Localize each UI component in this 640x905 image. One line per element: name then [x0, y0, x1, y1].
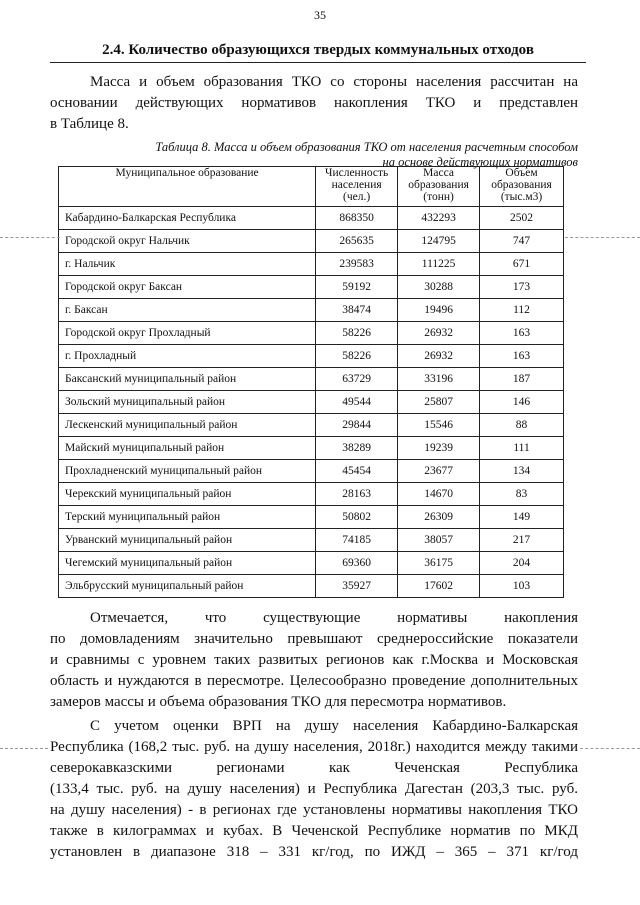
cell-population: 50802	[316, 506, 398, 529]
cell-mass: 15546	[398, 414, 480, 437]
grp-paragraph	[50, 716, 578, 863]
cell-name: Эльбрусский муниципальный район	[59, 575, 316, 598]
norms-line: и сравнимы с уровнем таких развитых регионов как г.Москва и Московская	[50, 652, 578, 668]
cell-name: Городской округ Прохладный	[59, 322, 316, 345]
cell-name: Урванский муниципальный район	[59, 529, 316, 552]
cell-mass: 26932	[398, 345, 480, 368]
table-row	[59, 253, 564, 276]
cell-name: г. Прохладный	[59, 345, 316, 368]
cell-volume: 83	[480, 483, 564, 506]
cell-name: Зольский муниципальный район	[59, 391, 316, 414]
table-row	[59, 506, 564, 529]
cell-name: Терский муниципальный район	[59, 506, 316, 529]
cell-volume: 163	[480, 345, 564, 368]
cell-volume: 149	[480, 506, 564, 529]
intro-line: Масса и объем образования ТКО со стороны населения рассчитан на	[90, 74, 578, 90]
grp-line: Республика (168,2 тыс. руб. на душу населения, 2018г.) находится между такими	[50, 739, 578, 755]
scan-dashed-mark	[580, 748, 640, 749]
cell-population: 49544	[316, 391, 398, 414]
header-volume: Объем образования (тыс.м3)	[480, 167, 564, 207]
cell-mass: 23677	[398, 460, 480, 483]
cell-population: 38474	[316, 299, 398, 322]
cell-population: 63729	[316, 368, 398, 391]
cell-name: Городской округ Нальчик	[59, 230, 316, 253]
table-row	[59, 322, 564, 345]
page-number: 35	[314, 8, 326, 22]
table-row	[59, 414, 564, 437]
intro-line: в Таблице 8.	[50, 116, 129, 132]
grp-line: (133,4 тыс. руб. на душу населения) и Республика Дагестан (203,3 тыс. руб.	[50, 781, 578, 797]
table-row	[59, 207, 564, 230]
table-row	[59, 299, 564, 322]
table-row	[59, 368, 564, 391]
cell-name: г. Баксан	[59, 299, 316, 322]
cell-volume: 88	[480, 414, 564, 437]
grp-line: северокавказскими регионами как Чеченская Республика	[50, 760, 578, 776]
cell-mass: 26309	[398, 506, 480, 529]
table-row	[59, 437, 564, 460]
cell-population: 35927	[316, 575, 398, 598]
cell-mass: 17602	[398, 575, 480, 598]
scan-dashed-mark	[0, 237, 60, 238]
cell-population: 868350	[316, 207, 398, 230]
cell-population: 58226	[316, 322, 398, 345]
table-row	[59, 230, 564, 253]
table-row	[59, 575, 564, 598]
cell-volume: 204	[480, 552, 564, 575]
cell-mass: 19239	[398, 437, 480, 460]
table-caption-line: Таблица 8. Масса и объем образования ТКО от населения расчетным способом	[155, 140, 578, 154]
cell-volume: 103	[480, 575, 564, 598]
cell-volume: 146	[480, 391, 564, 414]
table-row	[59, 276, 564, 299]
cell-population: 28163	[316, 483, 398, 506]
cell-population: 29844	[316, 414, 398, 437]
table-row	[59, 552, 564, 575]
header-mass: Масса образования (тонн)	[398, 167, 480, 207]
header-population: Численность населения (чел.)	[316, 167, 398, 207]
norms-line: область и нуждаются в пересмотре. Целесообразно проведение дополнительных	[50, 673, 578, 689]
cell-mass: 111225	[398, 253, 480, 276]
norms-line: по домовладениям значительно превышают среднероссийские показатели	[50, 631, 578, 647]
table-row	[59, 529, 564, 552]
header-municipality: Муниципальное образование	[59, 167, 316, 207]
norms-line: замеров массы и объема образования ТКО для пересмотра нормативов.	[50, 694, 507, 710]
cell-volume: 111	[480, 437, 564, 460]
cell-mass: 124795	[398, 230, 480, 253]
cell-mass: 33196	[398, 368, 480, 391]
waste-table	[58, 166, 564, 598]
table-caption-line: на основе действующих нормативов	[382, 155, 578, 169]
cell-volume: 671	[480, 253, 564, 276]
section-title: 2.4. Количество образующихся твердых коммунальных отходов	[102, 42, 534, 58]
intro-line: основании действующих нормативов накопления ТКО и представлен	[50, 95, 578, 111]
table-row	[59, 391, 564, 414]
scan-dashed-mark	[565, 237, 640, 238]
cell-population: 59192	[316, 276, 398, 299]
table-row	[59, 460, 564, 483]
cell-volume: 747	[480, 230, 564, 253]
cell-mass: 25807	[398, 391, 480, 414]
cell-volume: 187	[480, 368, 564, 391]
grp-line: также в килограммах и кубах. В Чеченской Республике норматив по МКД	[50, 823, 578, 839]
cell-volume: 163	[480, 322, 564, 345]
intro-paragraph	[50, 72, 578, 135]
grp-line: на душу населения) - в регионах где установлены нормативы накопления ТКО	[50, 802, 578, 818]
norms-line: Отмечается, что существующие нормативы накопления	[90, 610, 578, 626]
cell-population: 58226	[316, 345, 398, 368]
table-header-row	[59, 167, 564, 207]
cell-mass: 36175	[398, 552, 480, 575]
cell-population: 74185	[316, 529, 398, 552]
cell-population: 38289	[316, 437, 398, 460]
cell-name: Прохладненский муниципальный район	[59, 460, 316, 483]
cell-mass: 14670	[398, 483, 480, 506]
cell-mass: 19496	[398, 299, 480, 322]
cell-volume: 2502	[480, 207, 564, 230]
cell-name: Черекский муниципальный район	[59, 483, 316, 506]
cell-volume: 112	[480, 299, 564, 322]
cell-name: Майский муниципальный район	[59, 437, 316, 460]
cell-population: 45454	[316, 460, 398, 483]
cell-name: Кабардино-Балкарская Республика	[59, 207, 316, 230]
cell-volume: 173	[480, 276, 564, 299]
cell-population: 69360	[316, 552, 398, 575]
norms-paragraph	[50, 608, 578, 713]
cell-name: Баксанский муниципальный район	[59, 368, 316, 391]
cell-name: Лескенский муниципальный район	[59, 414, 316, 437]
title-underline	[50, 62, 586, 63]
cell-population: 239583	[316, 253, 398, 276]
grp-line: С учетом оценки ВРП на душу населения Кабардино-Балкарская	[90, 718, 578, 734]
cell-mass: 38057	[398, 529, 480, 552]
cell-name: Чегемский муниципальный район	[59, 552, 316, 575]
scan-dashed-mark	[0, 748, 48, 749]
cell-population: 265635	[316, 230, 398, 253]
cell-name: Городской округ Баксан	[59, 276, 316, 299]
cell-mass: 432293	[398, 207, 480, 230]
cell-volume: 134	[480, 460, 564, 483]
table-row	[59, 483, 564, 506]
cell-mass: 30288	[398, 276, 480, 299]
cell-name: г. Нальчик	[59, 253, 316, 276]
cell-volume: 217	[480, 529, 564, 552]
grp-line: установлен в диапазоне 318 – 331 кг/год, по ИЖД – 365 – 371 кг/год	[50, 844, 578, 860]
cell-mass: 26932	[398, 322, 480, 345]
table-row	[59, 345, 564, 368]
